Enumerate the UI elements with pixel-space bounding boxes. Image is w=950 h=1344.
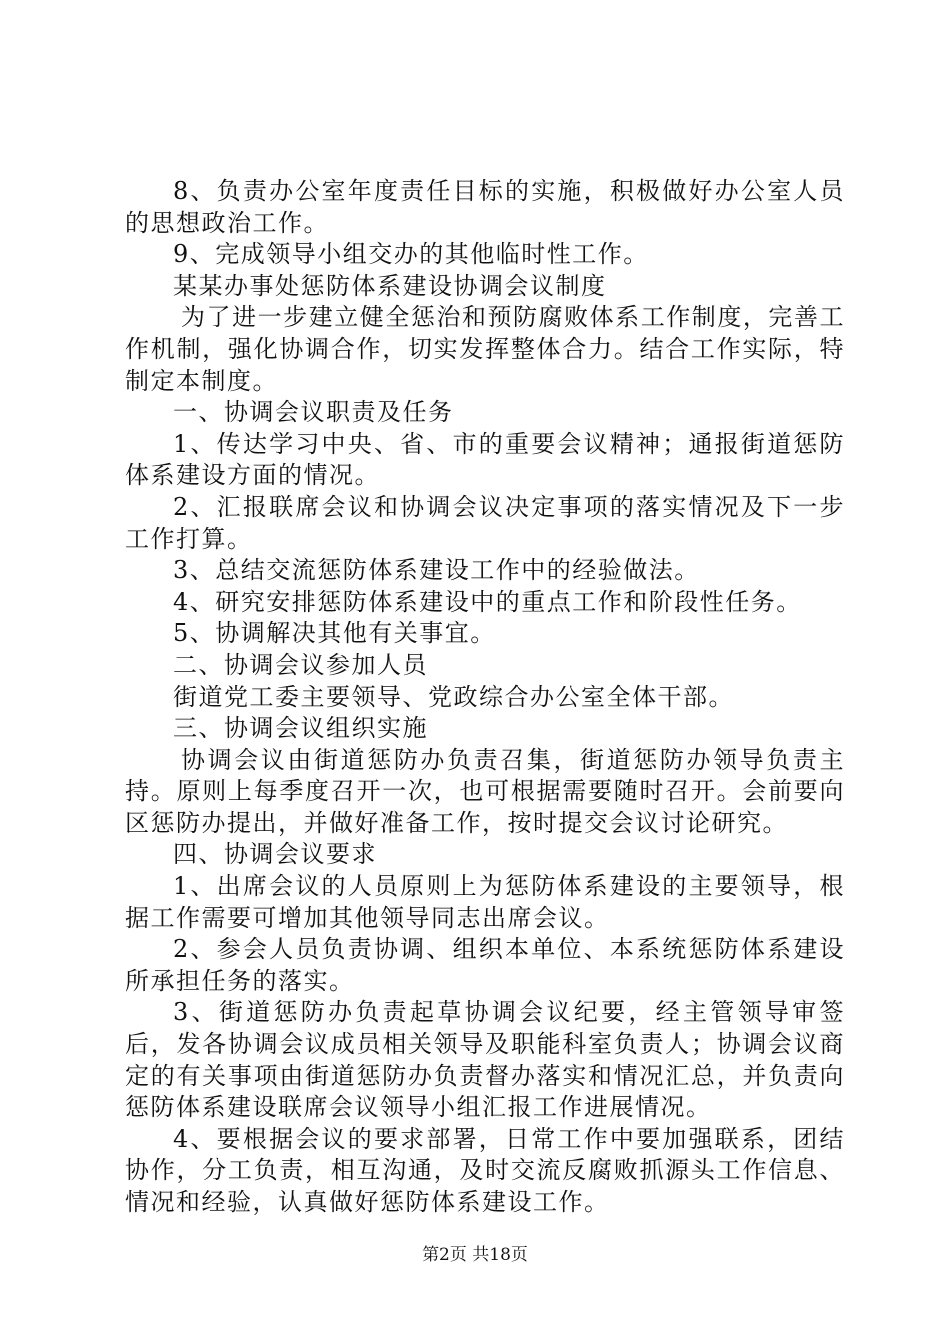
requirement-item-4: 4、要根据会议的要求部署，日常工作中要加强联系，团结协作，分工负责，相互沟通，及时交流反腐败抓源头工作信息、情况和经验，认真做好惩防体系建设工作。 [125,1124,845,1216]
duty-item-4: 4、研究安排惩防体系建设中的重点工作和阶段性任务。 [173,587,802,616]
organization-paragraph: 协调会议由街道惩防办负责召集，街道惩防办领导负责主持。原则上每季度召开一次，也可根据需要随时召开。会前要向区惩防办提出，并做好准备工作，按时提交会议讨论研究。 [125,745,845,837]
duty-item-5: 5、协调解决其他有关事宜。 [173,619,496,648]
paragraph-item-9: 9、完成领导小组交办的其他临时性工作。 [173,240,649,269]
heading-organization: 三、协调会议组织实施 [173,714,428,743]
intro-paragraph: 为了进一步建立健全惩治和预防腐败体系工作制度，完善工作机制，强化协调合作，切实发挥整体合力。结合工作实际，特制定本制度。 [125,303,845,395]
heading-duties: 一、协调会议职责及任务 [173,398,454,427]
requirement-item-3: 3、街道惩防办负责起草协调会议纪要，经主管领导审签后，发各协调会议成员相关领导及职能科室负责人；协调会议商定的有关事项由街道惩防办负责督办落实和情况汇总，并负责向惩防体系建设联席会议领导小组汇报工作进展情况。 [125,998,845,1122]
paragraph-item-8: 8、负责办公室年度责任目标的实施，积极做好办公室人员的思想政治工作。 [125,177,845,237]
duty-item-3: 3、总结交流惩防体系建设工作中的经验做法。 [173,556,700,585]
duty-item-1: 1、传达学习中央、省、市的重要会议精神；通报街道惩防体系建设方面的情况。 [125,429,845,490]
requirement-item-1: 1、出席会议的人员原则上为惩防体系建设的主要领导，根据工作需要可增加其他领导同志出席会议。 [125,872,845,932]
participants-paragraph: 街道党工委主要领导、党政综合办公室全体干部。 [173,682,734,711]
page-number: 第2页 共18页 [422,1245,528,1265]
requirement-item-2: 2、参会人员负责协调、组织本单位、本系统惩防体系建设所承担任务的落实。 [125,935,845,995]
document-body [125,176,845,1219]
section-title: 某某办事处惩防体系建设协调会议制度 [173,271,607,300]
heading-participants: 二、协调会议参加人员 [173,650,428,679]
duty-item-2: 2、汇报联席会议和协调会议决定事项的落实情况及下一步工作打算。 [125,492,845,553]
heading-requirements: 四、协调会议要求 [173,840,377,869]
